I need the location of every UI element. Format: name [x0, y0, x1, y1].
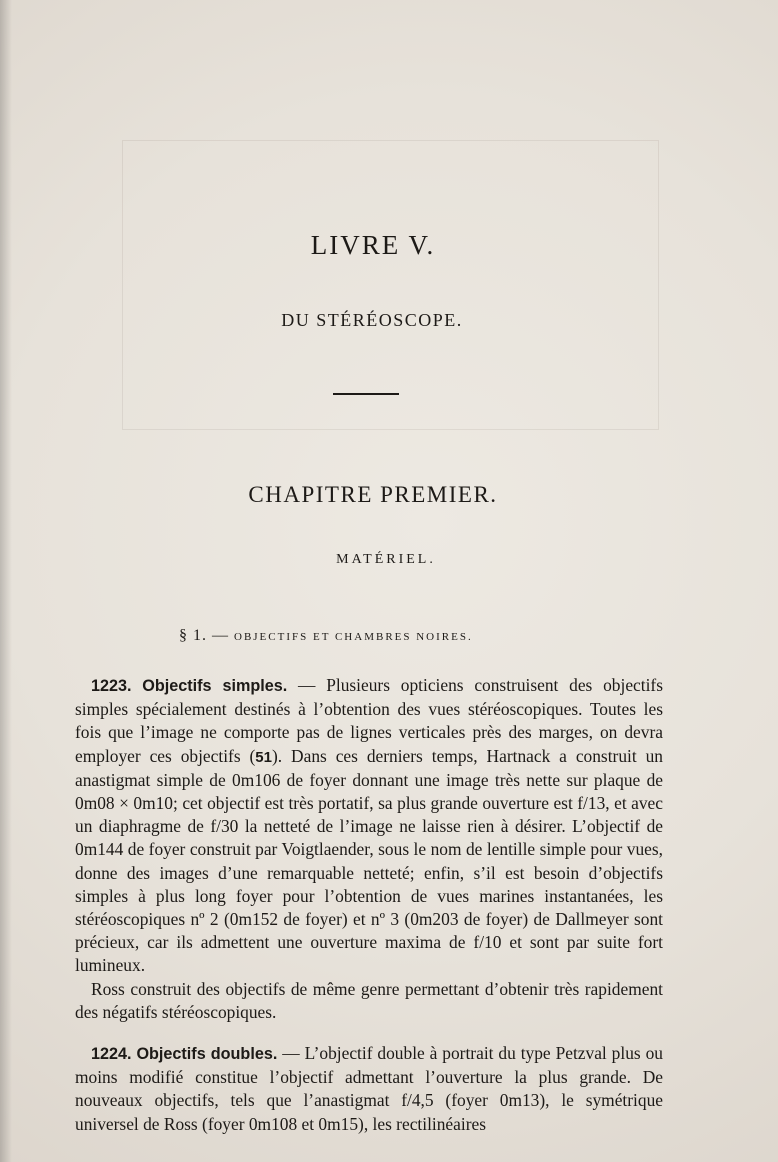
article-1224-number: 1224. [91, 1045, 132, 1064]
chapter-subtitle: MATÉRIEL. [336, 552, 436, 567]
bleed-through-frame [122, 140, 659, 430]
paragraph-dash: — [212, 627, 229, 644]
paragraph-heading [179, 627, 473, 645]
title-rule [333, 393, 399, 395]
section-title: DU STÉRÉOSCOPE. [281, 310, 463, 330]
article-1223-second-paragraph: Ross construit des objectifs de même genre permettant d’obtenir très rapidement des négatifs stéréoscopiques. [75, 978, 663, 1022]
article-1223-number: 1223. [91, 677, 132, 695]
paragraph-title: OBJECTIFS ET CHAMBRES NOIRES. [234, 631, 473, 643]
article-1223-text-1: Plusieurs opticiens construisent des objectifs simples spécialement destinés à l’obtention des vues stéréoscopiques. Toutes les fois que l’image ne comporte pas de lignes verticales près des marges, on devra employer ces objectifs ( [75, 675, 663, 766]
paragraph-number: § 1. [179, 627, 207, 644]
article-1223-paragraph [75, 674, 663, 978]
article-1224-paragraph [75, 1042, 663, 1136]
page-fold-shadow [0, 0, 12, 1162]
article-1224-text-1: L’objectif double à portrait du type Petzval plus ou moins modifié constitue l’objectif admettant l’ouverture la plus grande. De nouveaux objectifs, tels que l’anastigmat f/4,5 (foyer 0m13), le symétrique universel de Ross (foyer 0m108 et 0m15), les rectilinéaires [75, 1043, 663, 1134]
article-1224-title: Objectifs doubles. [136, 1045, 278, 1064]
article-1223-title: Objectifs simples. [142, 677, 288, 695]
chapter-title: CHAPITRE PREMIER. [248, 482, 498, 507]
article-1223-text-2: ). Dans ces derniers temps, Hartnack a construit un anastigmat simple de 0m106 de foyer donnant une image très nette sur plaque de 0m08 × 0m10; cet objectif est très portatif, sa plus grande ouverture est f/13, et avec un diaphragme de f/30 la netteté de l’image ne laisse rien à désirer. L’objectif de 0m144 de foyer construit par Voigtlaender, sous le nom de lentille simple pour vues, donne des images d’une remarquable netteté; enfin, s’il est besoin d’objectifs simples à plus long foyer pour l’obtention de vues marines instantanées, les stéréoscopiques nº 2 (0m152 de foyer) et nº 3 (0m203 de foyer) de Dallmeyer sont précieux, car ils admettent une ouverture maxima de f/10 et sont par suite fort lumineux. [75, 745, 663, 976]
body-text [75, 674, 663, 1136]
article-1223-reference: 51 [255, 748, 272, 766]
article-spacing [75, 1024, 663, 1042]
book-title: LIVRE V. [310, 230, 436, 260]
article-1223-dash: — [298, 675, 316, 695]
article-1224-dash: — [282, 1043, 300, 1064]
